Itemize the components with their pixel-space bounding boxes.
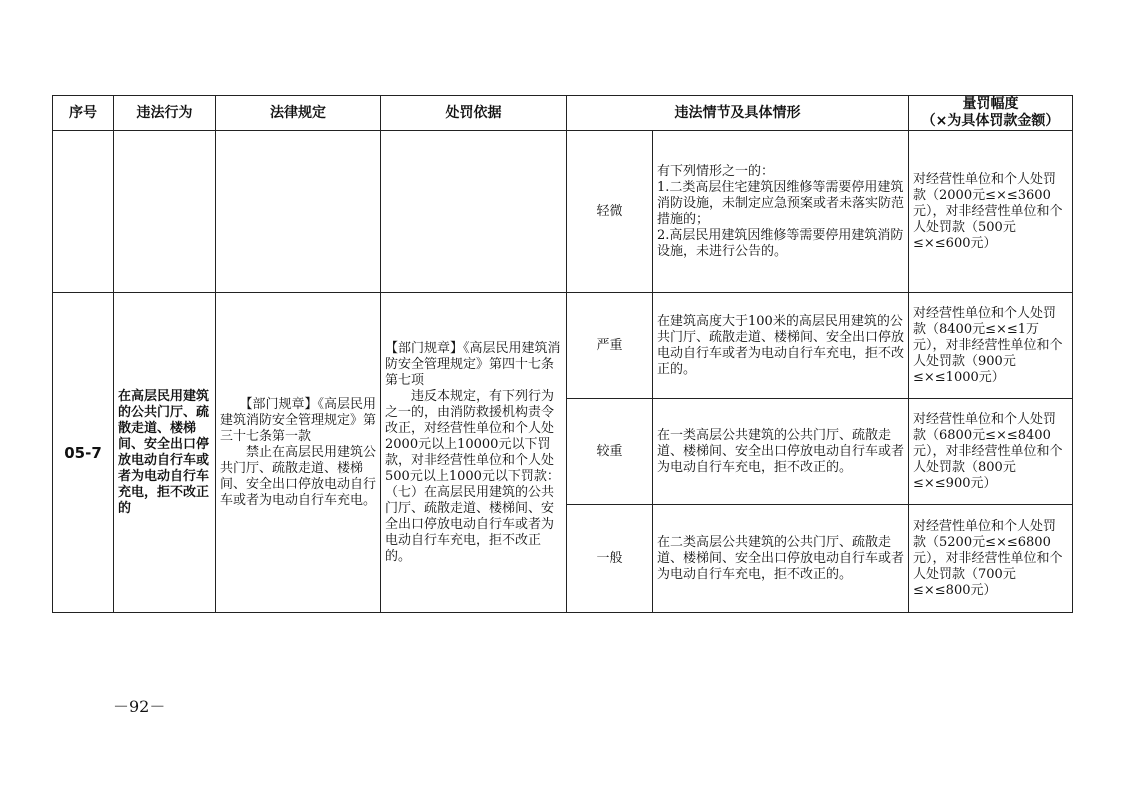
circumstance-cell: 在建筑高度大于100米的高层民用建筑的公共门厅、疏散走道、楼梯间、安全出口停放电动自行车或者为电动自行车充电，拒不改正的。 xyxy=(653,293,909,399)
penalty-cell: 对经营性单位和个人处罚款（8400元≤×≤1万元），对非经营性单位和个人处罚款（900元≤×≤1000元） xyxy=(909,293,1073,399)
cell-empty xyxy=(114,131,216,293)
penalty-cell: 对经营性单位和个人处罚款（2000元≤×≤3600元），对非经营性单位和个人处罚款（500元≤×≤600元） xyxy=(909,131,1073,293)
item-id: 05-7 xyxy=(53,293,114,613)
penalty-cell: 对经营性单位和个人处罚款（6800元≤×≤8400元），对非经营性单位和个人处罚款（800元≤×≤900元） xyxy=(909,399,1073,505)
header-basis: 处罚依据 xyxy=(381,96,567,131)
header-penalty: 量罚幅度 （×为具体罚款金额） xyxy=(909,96,1073,131)
cell-empty xyxy=(216,131,381,293)
penalty-cell: 对经营性单位和个人处罚款（5200元≤×≤6800元），对非经营性单位和个人处罚款（700元≤×≤800元） xyxy=(909,505,1073,613)
cell-empty xyxy=(381,131,567,293)
level-cell: 一般 xyxy=(567,505,653,613)
cell-empty xyxy=(53,131,114,293)
header-row xyxy=(53,96,1073,131)
circumstance-cell: 有下列情形之一的： 1.二类高层住宅建筑因维修等需要停用建筑消防设施，未制定应急预案或者未落实防范措施的； 2.高层民用建筑因维修等需要停用建筑消防设施，未进行公告的。 xyxy=(653,131,909,293)
header-violation: 违法行为 xyxy=(114,96,216,131)
basis-cell: 【部门规章】《高层民用建筑消防安全管理规定》第四十七条第七项 违反本规定，有下列行为之一的，由消防救援机构责令改正，对经营性单位和个人处2000元以上10000元以下罚款，对非经营性单位和个人处500元以上1000元以下罚款：（七）在高层民用建筑的公共门厅、疏散走道、楼梯间、安全出口停放电动自行车或者为电动自行车充电，拒不改正的。 xyxy=(381,293,567,613)
level-cell: 较重 xyxy=(567,399,653,505)
header-law: 法律规定 xyxy=(216,96,381,131)
law-cell: 【部门规章】《高层民用建筑消防安全管理规定》第三十七条第一款 禁止在高层民用建筑公共门厅、疏散走道、楼梯间、安全出口停放电动自行车或者为电动自行车充电。 xyxy=(216,293,381,613)
level-cell: 严重 xyxy=(567,293,653,399)
page-number: －92－ xyxy=(113,697,166,716)
circumstance-cell: 在一类高层公共建筑的公共门厅、疏散走道、楼梯间、安全出口停放电动自行车或者为电动自行车充电，拒不改正的。 xyxy=(653,399,909,505)
circumstance-cell: 在二类高层公共建筑的公共门厅、疏散走道、楼梯间、安全出口停放电动自行车或者为电动自行车充电，拒不改正的。 xyxy=(653,505,909,613)
violation-cell: 在高层民用建筑的公共门厅、疏散走道、楼梯间、安全出口停放电动自行车或者为电动自行车充电，拒不改正的 xyxy=(114,293,216,613)
table-row xyxy=(53,131,1073,293)
header-index: 序号 xyxy=(53,96,114,131)
table-row xyxy=(53,293,1073,399)
header-circumstance: 违法情节及具体情形 xyxy=(567,96,909,131)
penalty-table xyxy=(52,95,1073,613)
level-cell: 轻微 xyxy=(567,131,653,293)
